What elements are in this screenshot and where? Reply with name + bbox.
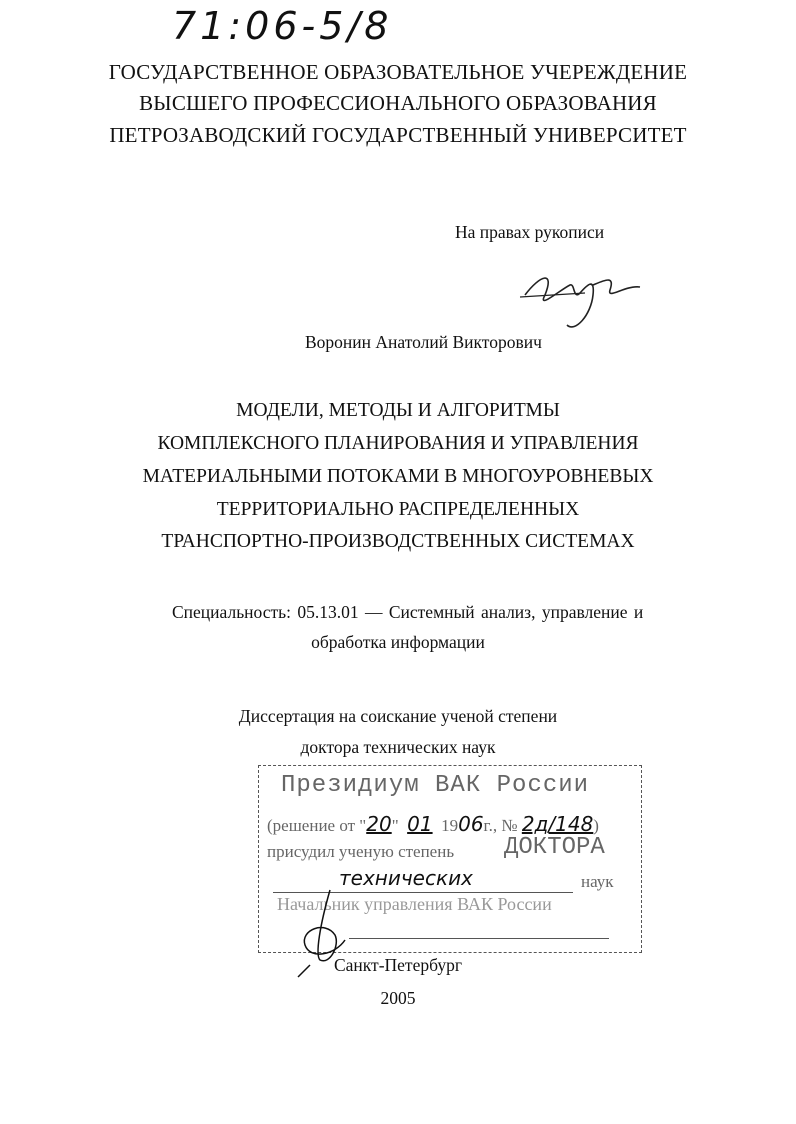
specialty-line-1: Специальность: 05.13.01 — Системный анализ, управление и <box>172 602 644 622</box>
stamp-degree-word: ДОКТОРА <box>504 834 605 861</box>
stamp-decision <box>267 812 599 836</box>
manuscript-note: На правах рукописи <box>455 222 605 242</box>
header-line-3: ПЕТРОЗАВОДСКИЙ ГОСУДАРСТВЕННЫЙ УНИВЕРСИТЕТ <box>109 123 687 147</box>
stamp-decision-prefix: (решение от " <box>267 816 367 835</box>
degree-line-1: Диссертация на соискание ученой степени <box>238 706 558 726</box>
stamp-field-suffix: наук <box>581 872 614 891</box>
stamp-quote: " <box>391 816 399 835</box>
title-line-3: МАТЕРИАЛЬНЫМИ ПОТОКАМИ В МНОГОУРОВНЕВЫХ <box>142 466 654 487</box>
stamp-close: ) <box>593 816 599 835</box>
stamp-year-suffix: г., № <box>483 816 518 835</box>
stamp-field-handwritten: технических <box>339 866 473 890</box>
stamp-title: Президиум ВАК России <box>281 772 590 799</box>
stamp-year: 06 <box>458 812 484 836</box>
title-line-1: МОДЕЛИ, МЕТОДЫ И АЛГОРИТМЫ <box>236 400 560 421</box>
author-signature <box>515 255 650 335</box>
archive-code-handwritten: 71:06-5/8 <box>172 4 393 48</box>
header-line-2: ВЫСШЕГО ПРОФЕССИОНАЛЬНОГО ОБРАЗОВАНИЯ <box>139 91 657 115</box>
header-line-1: ГОСУДАРСТВЕННОЕ ОБРАЗОВАТЕЛЬНОЕ УЧЕРЕЖДЕНИЕ <box>108 60 688 84</box>
stamp-chief: Начальник управления ВАК России <box>277 894 552 914</box>
stamp-day: 20 <box>366 812 392 836</box>
title-line-2: КОМПЛЕКСНОГО ПЛАНИРОВАНИЯ И УПРАВЛЕНИЯ <box>157 433 639 454</box>
city: Санкт-Петербург <box>333 955 463 975</box>
stamp-awarded: присудил ученую степень <box>267 842 455 861</box>
year: 2005 <box>380 988 416 1008</box>
specialty-line-2: обработка информации <box>311 632 485 652</box>
title-line-5: ТРАНСПОРТНО-ПРОИЗВОДСТВЕННЫХ СИСТЕМАХ <box>161 531 635 552</box>
author-name: Воронин Анатолий Викторович <box>305 332 542 352</box>
degree-line-2: доктора технических наук <box>300 737 496 757</box>
stamp-month: 01 <box>407 812 433 836</box>
title-line-4: ТЕРРИТОРИАЛЬНО РАСПРЕДЕЛЕННЫХ <box>216 499 580 520</box>
stamp-number: 2д/148 <box>521 812 594 836</box>
stamp-year-prefix: 19 <box>441 816 459 835</box>
